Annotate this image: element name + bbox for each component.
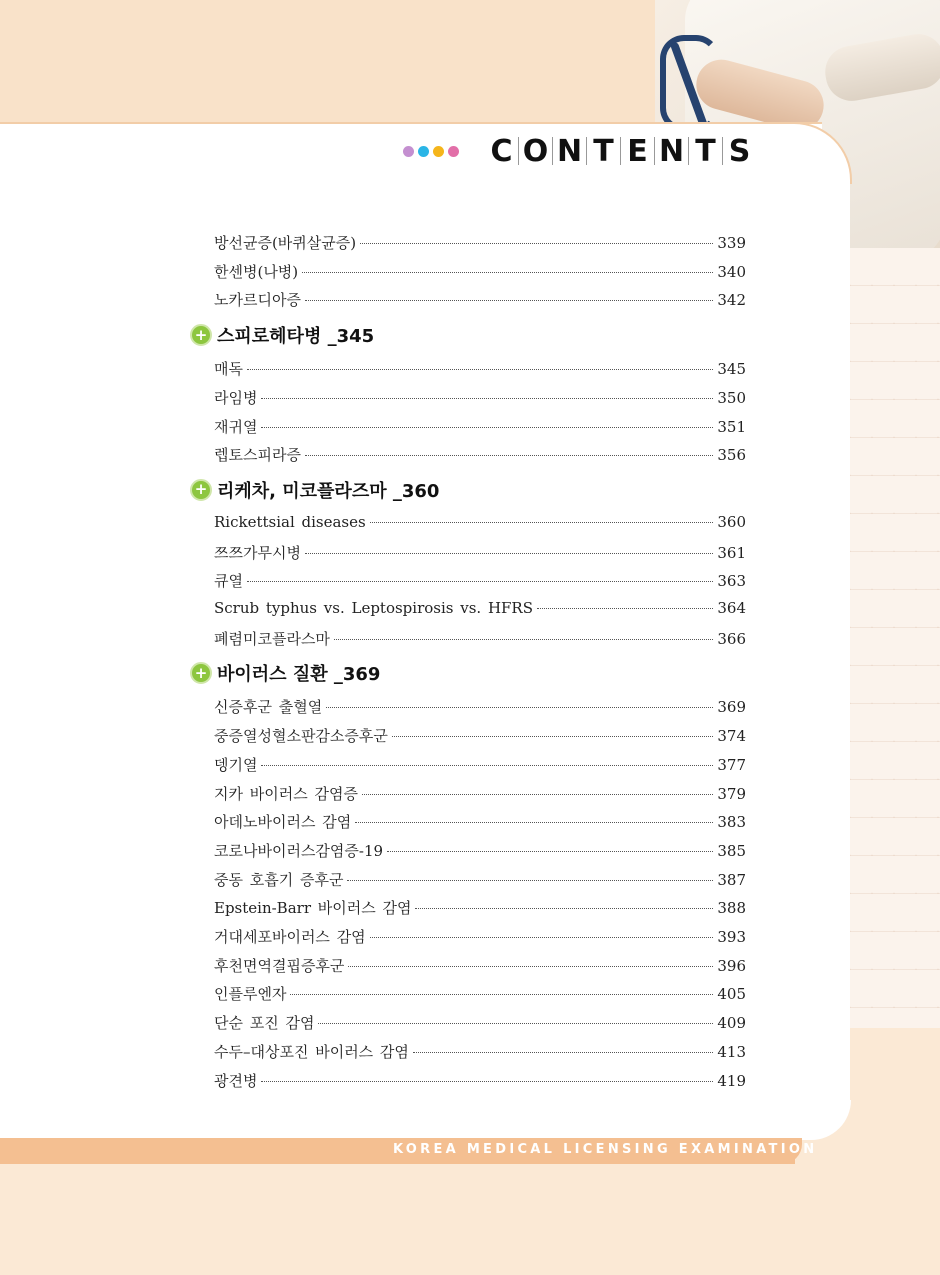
toc-entry[interactable] [214, 955, 746, 977]
toc-entry-label: 큐열 [214, 572, 243, 591]
title-separator [620, 137, 621, 165]
toc-entry-label: 중증열성혈소판감소증후군 [214, 727, 388, 746]
toc-entry[interactable] [214, 1012, 746, 1034]
dot-icon [448, 146, 459, 157]
toc-page-number: 383 [717, 813, 746, 832]
toc-page-number: 360 [717, 512, 746, 531]
toc-entry-label: 뎅기열 [214, 755, 258, 774]
toc-page-number: 396 [717, 956, 746, 975]
toc-page-number: 413 [717, 1042, 746, 1061]
toc-entry-label: 렙토스피라증 [214, 446, 301, 465]
toc-page-number: 356 [717, 446, 746, 465]
toc-entry-label: 한센병(나병) [214, 262, 299, 281]
toc-page-number: 340 [717, 262, 746, 281]
toc-section-heading[interactable] [190, 477, 439, 503]
dot-leader [305, 300, 713, 301]
title-letter: T [695, 133, 716, 169]
toc-entry[interactable] [214, 725, 746, 747]
toc-entry[interactable] [214, 869, 746, 891]
dot-leader [362, 794, 713, 795]
toc-page-number: 363 [717, 572, 746, 591]
dot-leader [355, 822, 713, 823]
title-separator [586, 137, 587, 165]
toc-page-number: 374 [717, 727, 746, 746]
dot-leader [413, 1052, 713, 1053]
title-letter: T [593, 133, 614, 169]
dot-leader [261, 398, 713, 399]
toc-entry[interactable] [214, 444, 746, 466]
toc-entry[interactable] [214, 513, 746, 535]
dot-icon [418, 146, 429, 157]
toc-entry[interactable] [214, 696, 746, 718]
toc-page-number: 405 [717, 985, 746, 1004]
toc-page-number: 366 [717, 629, 746, 648]
dot-leader [318, 1023, 713, 1024]
dot-leader [247, 581, 713, 582]
title-separator [518, 137, 519, 165]
dot-leader [290, 994, 713, 995]
dot-leader [360, 243, 713, 244]
toc-entry-label: 아데노바이러스 감염 [214, 813, 352, 832]
toc-entry-label: 후천면역결핍증후군 [214, 956, 345, 975]
dot-leader [334, 639, 713, 640]
toc-entry[interactable] [214, 232, 746, 254]
dot-leader [415, 908, 713, 909]
dot-leader [302, 272, 713, 273]
toc-entry-label: 노카르디아증 [214, 291, 301, 310]
toc-section-title: 바이러스 질환 _369 [217, 664, 381, 686]
toc-entry[interactable] [214, 358, 746, 380]
toc-entry-label: 수두–대상포진 바이러스 감염 [214, 1042, 409, 1061]
title-letter: O [522, 133, 549, 169]
toc-entry[interactable] [214, 897, 746, 919]
page-title [486, 131, 755, 171]
toc-entry-label: 쯔쯔가무시병 [214, 543, 301, 562]
toc-entry-label: 지카 바이러스 감염증 [214, 784, 358, 803]
toc-page-number: 345 [717, 360, 746, 379]
decorative-dots [403, 146, 459, 158]
title-separator [688, 137, 689, 165]
toc-entry[interactable] [214, 628, 746, 650]
title-separator [654, 137, 655, 165]
decorative-pattern [850, 248, 940, 1028]
toc-page-number: 385 [717, 841, 746, 860]
title-separator [722, 137, 723, 165]
toc-entry-label: 광견병 [214, 1071, 258, 1090]
toc-section-title: 스피로헤타병 _345 [217, 326, 375, 348]
dot-leader [387, 851, 713, 852]
toc-entry[interactable] [214, 387, 746, 409]
title-letter: S [728, 133, 751, 169]
toc-entry-label: Scrub typhus vs. Leptospirosis vs. HFRS [214, 599, 534, 617]
toc-page-number: 387 [717, 870, 746, 889]
toc-entry[interactable] [214, 840, 746, 862]
title-letter: N [658, 133, 685, 169]
title-letter: E [627, 133, 648, 169]
toc-page-number: 369 [717, 698, 746, 717]
toc-entry-label: 인플루엔자 [214, 985, 287, 1004]
toc-entry[interactable] [214, 754, 746, 776]
toc-entry-label: 방선균증(바퀴살균증) [214, 234, 357, 252]
title-separator [552, 137, 553, 165]
toc-page-number: 388 [717, 899, 746, 918]
toc-entry-label: 중동 호흡기 증후군 [214, 870, 344, 889]
toc-page-number: 351 [717, 417, 746, 436]
dot-icon [433, 146, 444, 157]
toc-entry-label: 라임병 [214, 388, 258, 407]
toc-entry[interactable] [214, 811, 746, 833]
toc-entry-label: 거대세포바이러스 감염 [214, 928, 366, 946]
toc-entry-label: Rickettsial diseases [214, 512, 366, 531]
toc-entry[interactable] [214, 983, 746, 1005]
toc-entry[interactable] [214, 783, 746, 805]
toc-page-number: 342 [717, 291, 746, 310]
dot-leader [370, 522, 714, 523]
toc-page-number: 419 [717, 1071, 746, 1090]
toc-section-heading[interactable] [190, 322, 374, 348]
toc-entry-label: 재귀열 [214, 417, 258, 436]
dot-leader [537, 608, 713, 609]
toc-entry-label: 단순 포진 감염 [214, 1014, 315, 1033]
dot-leader [370, 937, 714, 938]
toc-page-number: 364 [717, 599, 746, 617]
content-panel-curve [795, 1100, 851, 1140]
toc-page-number: 379 [717, 784, 746, 803]
dot-leader [326, 707, 713, 708]
dot-leader [347, 880, 713, 881]
dot-leader [392, 736, 713, 737]
toc-entry[interactable] [214, 926, 746, 948]
toc-entry-label: 코로나바이러스감염증-19 [214, 841, 384, 860]
toc-entry[interactable] [214, 570, 746, 592]
toc-entry[interactable] [214, 1041, 746, 1063]
dot-leader [305, 455, 713, 456]
toc-section-heading[interactable] [190, 660, 380, 686]
toc-entry-label: 폐렴미코플라스마 [214, 629, 330, 648]
title-letter: N [556, 133, 583, 169]
dot-leader [247, 369, 713, 370]
toc-entry[interactable] [214, 289, 746, 311]
dot-icon [403, 146, 414, 157]
toc-entry-label: Epstein-Barr 바이러스 감염 [214, 899, 412, 918]
plus-circle-icon: + [190, 662, 212, 684]
toc-page-number: 393 [717, 928, 746, 946]
footer-text: KOREA MEDICAL LICENSING EXAMINATION [393, 1142, 818, 1157]
toc-entry[interactable] [214, 1070, 746, 1092]
toc-entry[interactable] [214, 542, 746, 564]
dot-leader [261, 427, 713, 428]
toc-entry[interactable] [214, 599, 746, 621]
toc-page-number: 350 [717, 388, 746, 407]
toc-entry[interactable] [214, 416, 746, 438]
title-letter: C [490, 133, 513, 169]
toc-entry[interactable] [214, 261, 746, 283]
toc-entry-label: 매독 [214, 360, 243, 379]
dot-leader [261, 765, 713, 766]
toc-page-number: 377 [717, 755, 746, 774]
toc-section-title: 리케차, 미코플라즈마 _360 [217, 480, 440, 502]
toc-page-number: 409 [717, 1014, 746, 1033]
dot-leader [261, 1081, 713, 1082]
toc-entry-label: 신증후군 출혈열 [214, 698, 323, 717]
plus-circle-icon: + [190, 324, 212, 346]
dot-leader [305, 553, 713, 554]
toc-page-number: 339 [717, 234, 746, 252]
content-panel-tail [0, 1100, 795, 1140]
toc-page-number: 361 [717, 543, 746, 562]
plus-circle-icon: + [190, 479, 212, 501]
dot-leader [348, 966, 713, 967]
